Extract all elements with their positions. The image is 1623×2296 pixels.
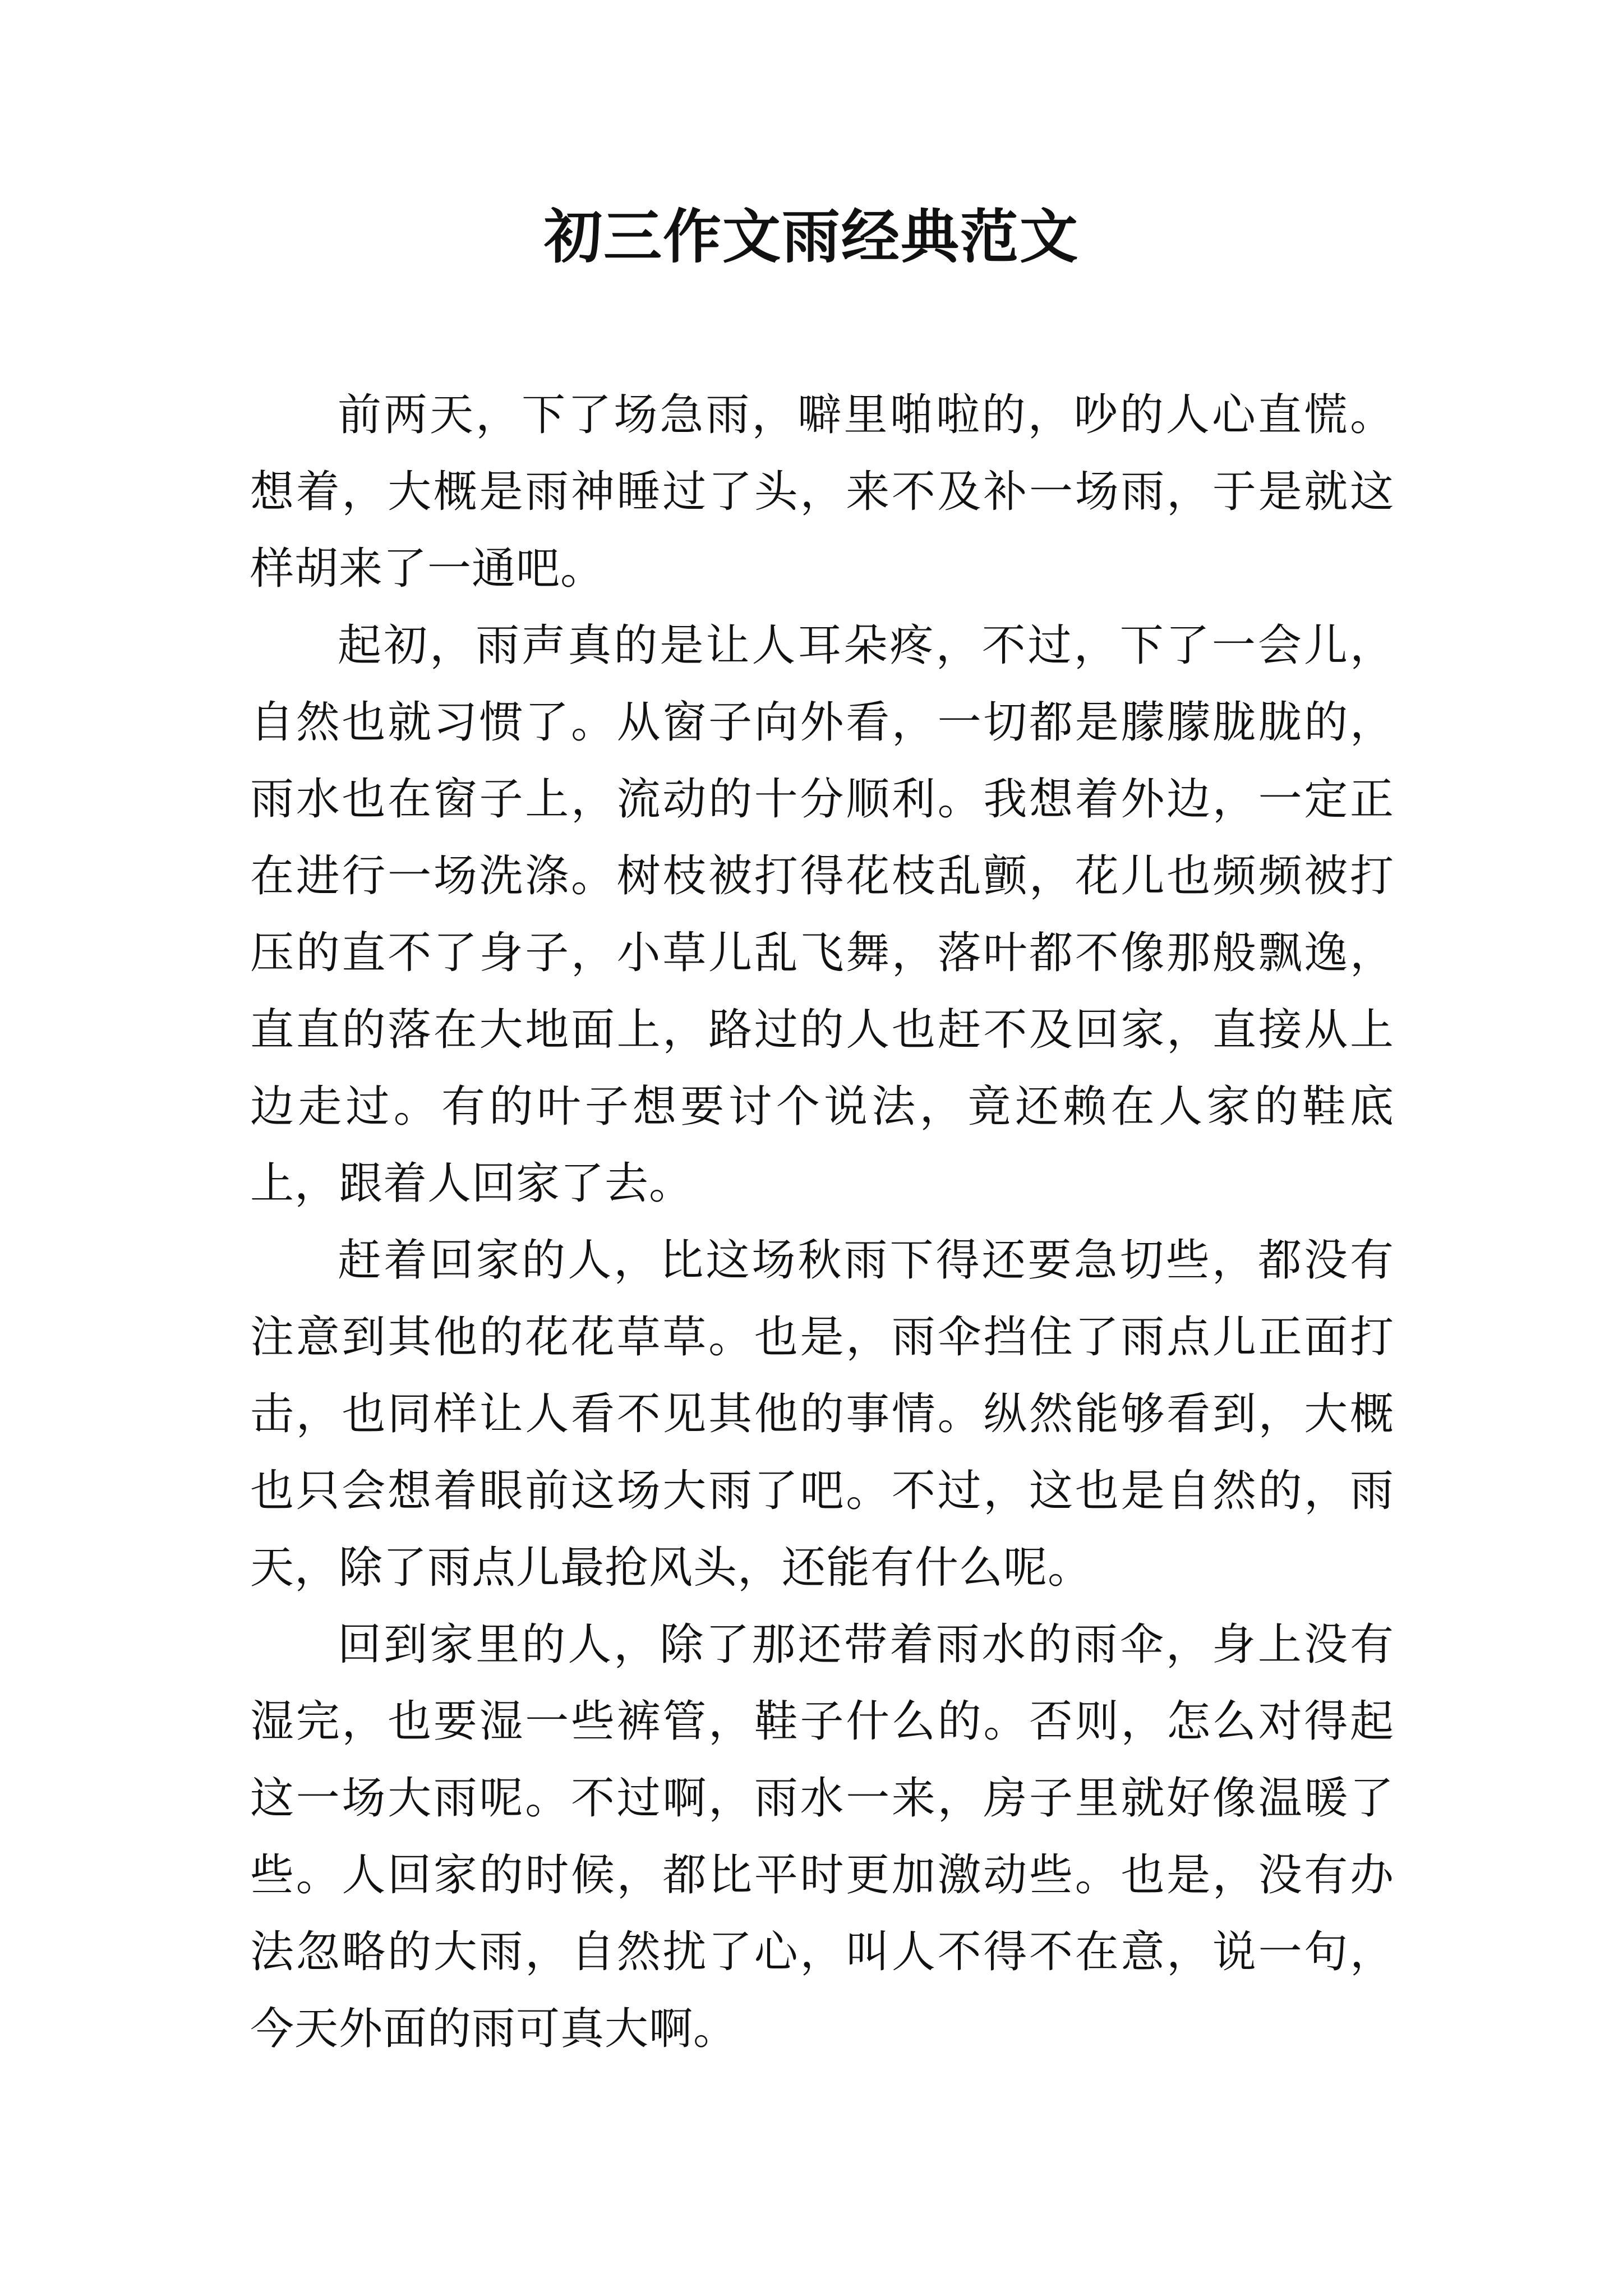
- paragraph-1: 前两天，下了场急雨，噼里啪啦的，吵的人心直慌。想着，大概是雨神睡过了头，来不及补一场雨，于是就这样胡来了一通吧。: [250, 390, 1394, 594]
- document-body: [250, 377, 1394, 2068]
- paragraph-4: 回到家里的人，除了那还带着雨水的雨伞，身上没有湿完，也要湿一些裤管，鞋子什么的。否则，怎么对得起这一场大雨呢。不过啊，雨水一来，房子里就好像温暖了些。人回家的时候，都比平时更加激动些。也是，没有办法忽略的大雨，自然扰了心，叫人不得不在意，说一句，今天外面的雨可真大啊。: [250, 1619, 1394, 2054]
- paragraph-2: 起初，雨声真的是让人耳朵疼，不过，下了一会儿，自然也就习惯了。从窗子向外看，一切都是朦朦胧胧的，雨水也在窗子上，流动的十分顺利。我想着外边，一定正在进行一场洗涤。树枝被打得花枝乱颤，花儿也频频被打压的直不了身子，小草儿乱飞舞，落叶都不像那般飘逸，直直的落在大地面上，路过的人也赶不及回家，直接从上边走过。有的叶子想要讨个说法，竟还赖在人家的鞋底上，跟着人回家了去。: [250, 620, 1394, 1209]
- paragraph-3: 赶着回家的人，比这场秋雨下得还要急切些，都没有注意到其他的花花草草。也是，雨伞挡住了雨点儿正面打击，也同样让人看不见其他的事情。纵然能够看到，大概也只会想着眼前这场大雨了吧。不过，这也是自然的，雨天，除了雨点儿最抢风头，还能有什么呢。: [250, 1235, 1394, 1593]
- document-title: 初三作文雨经典范文: [543, 202, 1079, 271]
